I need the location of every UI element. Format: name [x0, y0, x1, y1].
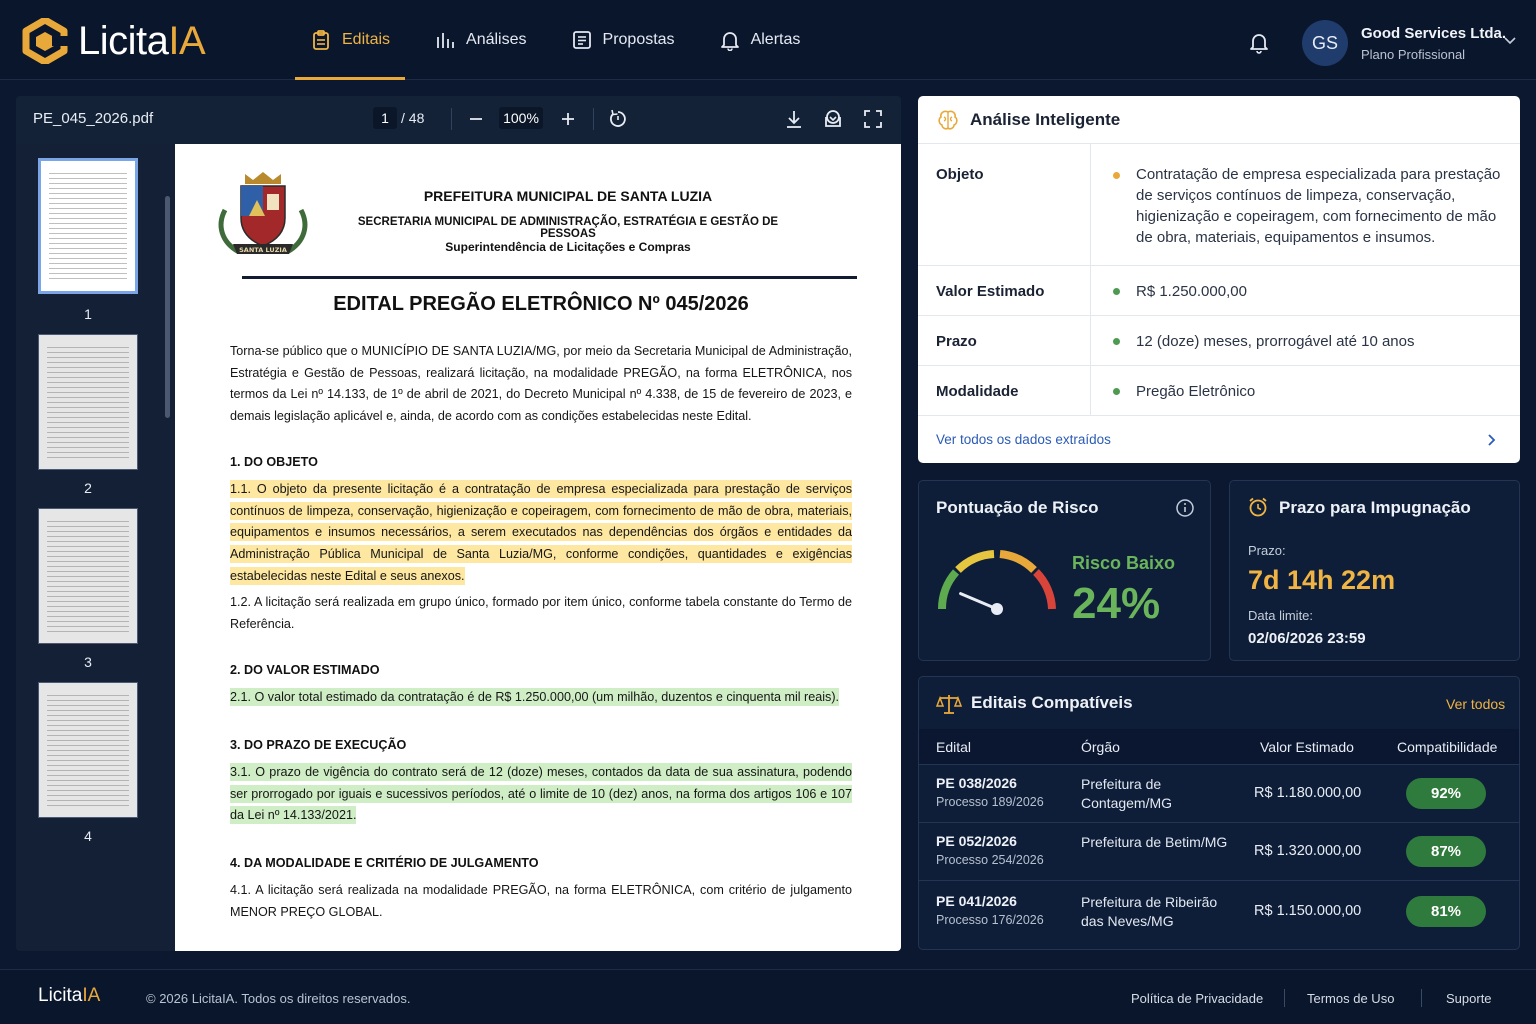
nav-label: Propostas — [602, 31, 675, 48]
thumbnail-panel — [16, 144, 174, 951]
column-header: Órgão — [1081, 739, 1120, 755]
compatible-tenders-card — [918, 676, 1520, 950]
footer-divider — [1421, 989, 1422, 1007]
view-all-data-link[interactable]: Ver todos os dados extraídos — [936, 432, 1111, 447]
clause-2-1 — [230, 687, 852, 709]
header-rule — [242, 276, 857, 279]
document-list-icon — [571, 29, 593, 51]
analysis-row-objeto — [918, 144, 1520, 266]
thumbnail-number: 3 — [84, 654, 92, 670]
info-icon[interactable] — [1175, 498, 1195, 518]
estimated-value: R$ 1.150.000,00 — [1254, 903, 1362, 919]
clause-1-2: 1.2. A licitação será realizada em grupo único, formado por item único, conforme tabela constante do Termo de Referência. — [230, 595, 852, 631]
organ-name: Prefeitura de Betim/MG — [1081, 834, 1228, 850]
thumbnail-page[interactable] — [38, 682, 138, 818]
analysis-label: Prazo — [936, 333, 977, 350]
analysis-value: Contratação de empresa especializada para prestação de serviços contínuos de limpeza, conservação, higienização e copeiragem, com fornecimento de mão de obra, materiais, equipamentos e insumos. — [1136, 166, 1501, 246]
document-title: EDITAL PREGÃO ELETRÔNICO Nº 045/2026 — [333, 293, 749, 315]
brain-icon — [936, 108, 960, 132]
thumbnail-page[interactable] — [38, 334, 138, 470]
clause-1-1 — [230, 479, 852, 588]
main-nav — [295, 0, 829, 80]
chevron-down-icon[interactable] — [1502, 32, 1518, 48]
analysis-value: Pregão Eletrônico — [1136, 383, 1256, 400]
user-name[interactable]: Good Services Ltda. — [1361, 25, 1507, 42]
section-heading: 2. DO VALOR ESTIMADO — [230, 663, 380, 677]
clipboard-icon — [310, 29, 332, 51]
risk-title: Pontuação de Risco — [936, 498, 1099, 517]
estimated-value: R$ 1.320.000,00 — [1254, 843, 1362, 859]
column-header: Edital — [936, 739, 972, 755]
analysis-title: Análise Inteligente — [970, 109, 1121, 129]
top-bar — [0, 0, 1536, 80]
compatibility-badge: 92% — [1406, 778, 1486, 809]
document-header-superintendencia: Superintendência de Licitações e Compras — [445, 240, 691, 254]
process-number: Processo 254/2026 — [936, 853, 1044, 867]
analysis-card — [918, 96, 1520, 463]
gauge-pivot — [991, 603, 1003, 615]
footer-logo[interactable]: LicitaIA — [38, 985, 101, 1006]
view-all-link[interactable]: Ver todos — [1446, 696, 1506, 712]
risk-score-card — [918, 480, 1211, 661]
column-header: Compatibilidade — [1397, 739, 1498, 755]
rotate-icon[interactable] — [607, 108, 629, 130]
chevron-right-icon[interactable] — [1482, 431, 1500, 449]
section-heading: 1. DO OBJETO — [230, 455, 318, 469]
zoom-in-icon[interactable] — [557, 108, 579, 130]
analysis-label: Objeto — [936, 166, 984, 183]
download-icon[interactable] — [783, 108, 805, 130]
toolbar-divider — [593, 108, 594, 130]
table-row[interactable] — [919, 822, 1519, 880]
nav-label: Alertas — [750, 31, 801, 48]
highlight-prazo: 3.1. O prazo de vigência do contrato será de 12 (doze) meses, contados da data de sua assinatura, podendo ser prorrogado por iguais e sucessivos períodos, até o limite de 10 (dez) anos, na forma dos artigos 106 e 107 da Lei nº 14.133/2021. — [230, 765, 852, 823]
scale-balance-icon — [936, 692, 962, 716]
organ-name: Prefeitura de Ribeirão das Neves/MG — [1081, 894, 1218, 929]
privacy-policy-link[interactable]: Política de Privacidade — [1131, 991, 1264, 1006]
deadline-title: Prazo para Impugnação — [1279, 498, 1471, 517]
save-icon[interactable] — [822, 108, 844, 130]
user-plan: Plano Profissional — [1361, 47, 1466, 62]
compatibility-badge: 81% — [1406, 896, 1486, 927]
app-logo[interactable] — [22, 18, 205, 64]
page-number-input[interactable]: 1 — [373, 107, 397, 129]
risk-percentage: 24% — [1072, 579, 1161, 628]
footer — [0, 969, 1536, 1024]
risk-level-label: Risco Baixo — [1072, 553, 1176, 573]
document-header-prefeitura: PREFEITURA MUNICIPAL DE SANTA LUZIA — [423, 188, 713, 204]
status-dot — [1113, 172, 1120, 179]
support-link[interactable]: Suporte — [1446, 991, 1492, 1006]
intro-paragraph: Torna-se público que o MUNICÍPIO DE SANTA LUZIA/MG, por meio da Secretaria Municipal de Administração, Estratégia e Gestão de Pessoas, realizará licitação, na modalidade PREGÃO, na forma ELETRÔNICA, nos termos da Lei nº 14.133, de 1º de abril de 2021, do Decreto Municipal nº 4.338, de 15 de fevereiro de 2023, e demais legislação aplicável e, ainda, de acordo com as condições estabelecidas neste Edital. — [230, 344, 852, 424]
limit-date-label: Data limite: — [1248, 608, 1314, 623]
coat-of-arms-emblem — [211, 170, 315, 262]
thumbnail-number: 2 — [84, 480, 92, 496]
nav-propostas[interactable] — [556, 0, 690, 80]
logo-icon — [22, 18, 68, 64]
impugnation-deadline-card — [1229, 480, 1520, 661]
clause-3-1 — [230, 762, 852, 827]
analysis-label: Valor Estimado — [936, 283, 1045, 300]
time-remaining: 7d 14h 22m — [1248, 565, 1396, 595]
zoom-level[interactable]: 100% — [499, 107, 543, 129]
highlight-valor: 2.1. O valor total estimado da contratação é de R$ 1.250.000,00 (um milhão, duzentos e cinquenta mil reais). — [230, 690, 840, 704]
estimated-value: R$ 1.180.000,00 — [1254, 785, 1362, 801]
analysis-header — [918, 96, 1520, 144]
analysis-row-modalidade — [918, 366, 1520, 416]
analysis-value: R$ 1.250.000,00 — [1136, 283, 1247, 300]
risk-gauge — [934, 539, 1060, 619]
thumbnail-number: 4 — [84, 828, 92, 844]
deadline-label: Prazo: — [1248, 543, 1286, 558]
section-heading: 4. DA MODALIDADE E CRITÉRIO DE JULGAMENTO — [230, 856, 539, 870]
document-header-secretaria: SECRETARIA MUNICIPAL DE ADMINISTRAÇÃO, ESTRATÉGIA E GESTÃO DE PESSOAS — [357, 216, 779, 240]
compatibility-badge: 87% — [1406, 836, 1486, 867]
viewer-toolbar — [16, 96, 901, 144]
pdf-viewer — [16, 96, 901, 951]
table-header — [919, 729, 1519, 764]
page-total: / 48 — [401, 110, 425, 126]
document-page — [175, 144, 901, 951]
edital-number: PE 038/2026 — [936, 775, 1017, 791]
clause-4-1: 4.1. A licitação será realizada na modalidade PREGÃO, na forma ELETRÔNICA, com critério de julgamento MENOR PREÇO GLOBAL. — [230, 883, 852, 919]
column-header: Valor Estimado — [1260, 739, 1354, 755]
logo-text: LicitaIA — [78, 18, 206, 63]
table-row[interactable] — [919, 880, 1519, 940]
organ-name: Prefeitura de Contagem/MG — [1081, 776, 1173, 811]
analysis-row-valor — [918, 266, 1520, 316]
section-heading: 3. DO PRAZO DE EXECUÇÃO — [230, 738, 407, 752]
thumbnail-number: 1 — [84, 306, 92, 322]
bar-chart-icon — [434, 29, 456, 51]
alarm-clock-icon — [1247, 496, 1269, 518]
table-row[interactable] — [919, 764, 1519, 822]
compatible-title: Editais Compatíveis — [971, 693, 1133, 712]
thumbnail-scrollbar[interactable] — [165, 196, 170, 418]
analysis-value: 12 (doze) meses, prorrogável até 10 anos — [1136, 333, 1415, 350]
status-dot — [1113, 338, 1120, 345]
highlight-objeto: 1.1. O objeto da presente licitação é a contratação de empresa especializada para prestação de serviços contínuos de limpeza, conservação, higienização e copeiragem, com fornecimento de mão de obra, materiais, equipamentos e insumos necessários, a serem executados nas dependências dos órgãos e entidades da Administração Pública Municipal de Santa Luzia/MG, conforme condições, quantidades e exigências estabelecidas neste Edital e seus anexos. — [230, 482, 852, 583]
terms-of-use-link[interactable]: Termos de Uso — [1307, 991, 1395, 1006]
analysis-label: Modalidade — [936, 383, 1019, 400]
nav-label: Análises — [466, 31, 527, 48]
crest-banner-text: SANTA LUZIA — [239, 246, 287, 254]
footer-divider — [1284, 989, 1285, 1007]
thumbnail-page[interactable] — [38, 508, 138, 644]
process-number: Processo 189/2026 — [936, 795, 1044, 809]
zoom-out-icon[interactable] — [465, 108, 487, 130]
bell-icon — [719, 29, 741, 51]
notifications-bell-icon[interactable] — [1247, 30, 1271, 54]
process-number: Processo 176/2026 — [936, 913, 1044, 927]
copyright: © 2026 LicitaIA. Todos os direitos reservados. — [146, 991, 411, 1006]
nav-alertas[interactable] — [704, 0, 816, 80]
nav-analises[interactable] — [419, 0, 541, 80]
toolbar-divider — [451, 108, 452, 130]
edital-number: PE 052/2026 — [936, 833, 1017, 849]
fullscreen-icon[interactable] — [862, 108, 884, 130]
thumbnail-page[interactable] — [38, 158, 138, 294]
status-dot — [1113, 388, 1120, 395]
avatar[interactable]: GS — [1302, 20, 1348, 66]
status-dot — [1113, 288, 1120, 295]
edital-number: PE 041/2026 — [936, 893, 1017, 909]
file-name: PE_045_2026.pdf — [33, 110, 154, 127]
nav-label: Editais — [342, 31, 391, 48]
nav-editais[interactable] — [295, 0, 405, 80]
limit-date: 02/06/2026 23:59 — [1248, 630, 1366, 647]
analysis-row-prazo — [918, 316, 1520, 366]
